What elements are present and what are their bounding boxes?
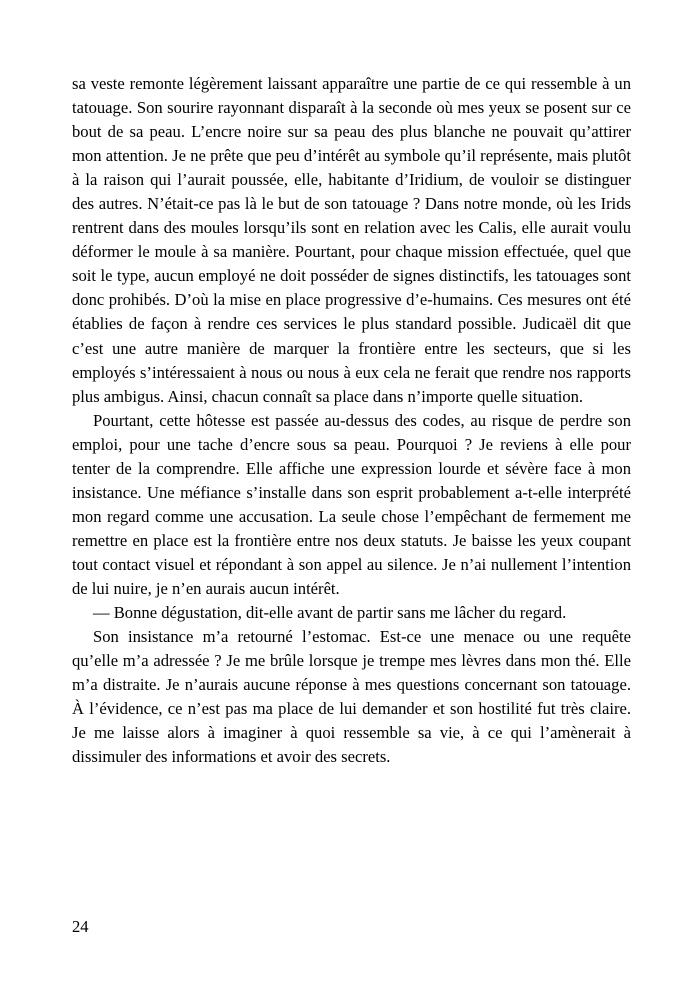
page-body xyxy=(72,72,631,769)
page-number: 24 xyxy=(72,917,89,936)
paragraph-3-dialogue: — Bonne dégustation, dit-elle avant de partir sans me lâcher du regard. xyxy=(93,603,567,623)
paragraph-2: Pourtant, cette hôtesse est passée au-dessus des codes, au risque de perdre son emploi, pour une tache d’encre sous sa peau. Pourquoi ? Je reviens à elle pour tenter de la comprendre. Elle affiche une expression lourde et sévère face à mon insistance. Une méfiance s’installe dans son esprit probablement a-t-elle interprété mon regard comme une accusation. La seule chose l’empêchant de fermement me remettre en place est la frontière entre nos deux statuts. Je baisse les yeux coupant tout contact visuel et répondant à son appel au silence. Je n’ai nullement l’intention de lui nuire, je n’en aurais aucun intérêt. xyxy=(72,410,631,598)
paragraph-4: Son insistance m’a retourné l’estomac. Est-ce une menace ou une requête qu’elle m’a adressée ? Je me brûle lorsque je trempe mes lèvres dans mon thé. Elle m’a distraite. Je n’aurais aucune réponse à mes questions concernant son tatouage. À l’évidence, ce n’est pas ma place de lui demander et son hostilité fut très claire. Je me laisse alors à imaginer à quoi ressemble sa vie, à ce qui l’amènerait à dissimuler des informations et avoir des secrets. xyxy=(72,627,631,767)
paragraph-1: sa veste remonte légèrement laissant apparaître une partie de ce qui ressemble à un tatouage. Son sourire rayonnant disparaît à la seconde où mes yeux se posent sur ce bout de sa peau. L’encre noire sur sa peau des plus blanche ne pouvait qu’attirer mon attention. Je ne prête que peu d’intérêt au symbole qu’il représente, mais plutôt à la raison qui l’aurait poussée, elle, habitante d’Iridium, de vouloir se distinguer des autres. N’était-ce pas là le but de son tatouage ? Dans notre monde, où les Irids rentrent dans des moules lorsqu’ils sont en relation avec les Calis, elle aurait voulu déformer le moule à sa manière. Pourtant, pour chaque mission effectuée, quel que soit le type, aucun employé ne doit posséder de signes distinctifs, les tatouages sont donc prohibés. D’où la mise en place progressive d’e-humains. Ces mesures ont été établies de façon à rendre ces services le plus standard possible. Judicaël dit que c’est une autre manière de marquer la frontière entre les secteurs, que si les employés s’intéressaient à nous ou nous à eux cela ne ferait que rendre nos rapports plus ambigus. Ainsi, chacun connaît sa place dans n’importe quelle situation. xyxy=(72,74,631,406)
